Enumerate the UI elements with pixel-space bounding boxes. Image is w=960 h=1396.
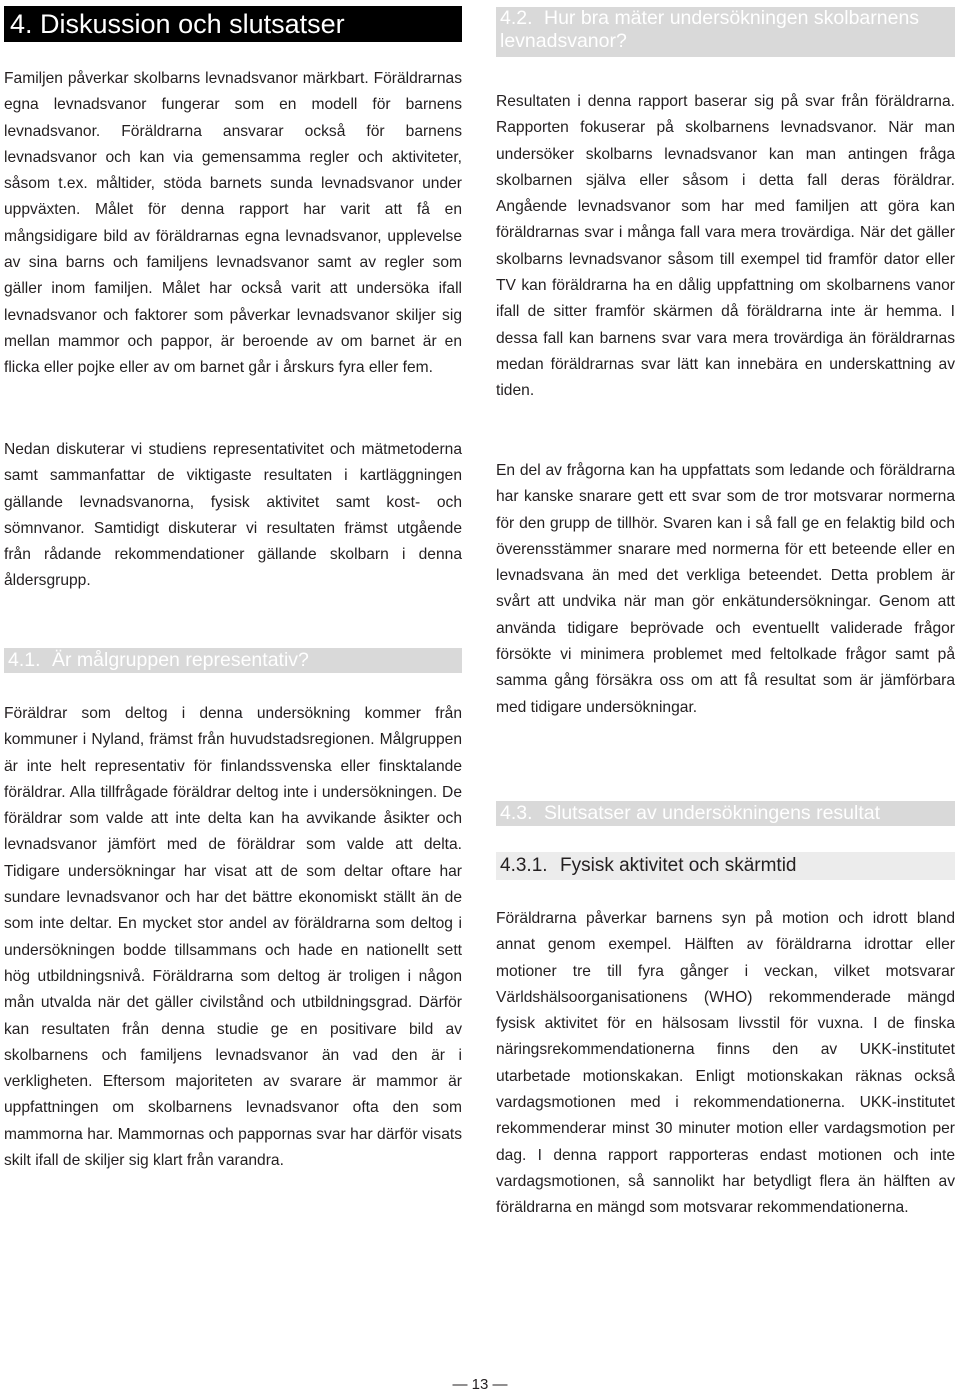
section-number: 4.3. (500, 802, 533, 824)
intro-paragraph-1: Familjen påverkar skolbarns levnadsvanor märkbart. Föräldrarnas egna levnadsvanor fungerar som en modell för barnens levnadsvanor. Föräldrarna ansvarar också för barnens levnadsvanor och kan via gemensamma regler och aktiviteter, såsom t.ex. måltider, stöda barnets sunda levnadsvanor under uppväxten. Målet för denna rapport har varit att få en mångsidigare bild av föräldrarnas egna levnadsvanor, upplevelse av sina barns och familjens levnadsvanor samt av regler som gäller inom familjen. Målet har också varit att undersöka ifall levnadsvanor och faktorer som påverkar levnadsvanor skiljer sig mellan mammor och pappor, är beroende av om barnet är en flicka eller pojke eller av om barnet går i årskurs fyra eller fem. (4, 70, 462, 377)
section-heading-4-3 (496, 801, 955, 826)
chapter-title: 4. Diskussion och slutsatser (4, 6, 462, 42)
section-4-2-paragraph-1: Resultaten i denna rapport baserar sig på svar från föräldrarna. Rapporten fokuserar på skolbarnens levnadsvanor. När man undersöker skolbarns levnadsvanor kan man antingen fråga skolbarnen själva eller såsom i detta fall deras föräldrar. Angående levnadsvanor som har med familjen att göra kan föräldrarnas svar i många fall vara mera trovärdiga. När det gäller skolbarns levnadsvanor såsom till exempel tid framför dator eller TV kan föräldrarna ha en dålig uppfattning om skolbarnens vanor ifall de sitter framför skärmen då föräldrarna inte är hemma. I dessa fall kan barnens svar vara mera trovärdiga än föräldrarnas medan föräldrarnas svar lätt kan innebära en underskattning av tiden. (496, 93, 955, 400)
section-4-1-paragraph: Föräldrar som deltog i denna undersökning kommer från kommuner i Nyland, främst från huvudstadsregionen. Målgruppen är inte helt representativ för finlandssvenska eller finsktalande föräldrar. Alla tillfrågade föräldrar deltog inte i undersökningen. De föräldrar som valde att inte delta kan ha avvikande åsikter och levnadsvanor jämfört med de föräldrar som valde att delta. Tidigare undersökningar har visat att de som deltar oftare har sundare levnadsvanor och har det bättre ekonomiskt ställt än de som inte deltar. En mycket stor andel av föräldrarna som deltog i undersökningen bodde tillsammans och hade en nationellt sett hög utbildningsnivå. Föräldrarna som deltog är troligen i någon mån utvalda när det gäller civilstånd och utbildningsgrad. Därför kan resultaten från denna studie ge en positivare bild av skolbarnens och familjens levnadsvanor än vad den är i verkligheten. Eftersom majoriteten av svarare är mammor är uppfattningen om skolbarnens levnadsvanor ofta den som mammorna har. Mammornas och pappornas svar har därför visats skilt ifall de skiljer sig klart från varandra. (4, 705, 462, 1170)
section-heading-4-3-1 (496, 852, 955, 880)
page-number: — 13 — (452, 1376, 508, 1393)
section-number: 4.3.1. (500, 855, 548, 876)
section-heading-4-2 (496, 7, 955, 57)
section-title: Är målgruppen representativ? (52, 649, 309, 671)
intro-paragraph-2: Nedan diskuterar vi studiens representativitet och mätmetoderna samt sammanfattar de viktigaste resultaten i kartläggningen gällande levnadsvanorna, fysisk aktivitet samt kost- och sömnvanor. Samtidigt diskuterar vi resultaten främst utgående från rådande rekommendationer gällande skolbarn i denna åldersgrupp. (4, 441, 462, 590)
section-number: 4.1. (8, 649, 41, 671)
section-heading-4-1 (4, 648, 462, 673)
section-title: Hur bra mäter undersökningen skolbarnens levnadsvanor? (500, 7, 920, 52)
section-4-3-1-paragraph: Föräldrarna påverkar barnens syn på motion och idrott bland annat genom exempel. Hälften av föräldrarna idrottar eller motioner tre till fyra gånger i veckan, vilket motsvarar Världshälsoorganisationens (WHO) rekommenderade mängd fysisk aktivitet för en hälsosam livsstil för vuxna. I de finska näringsrekommendationerna finns den av UKK-institutet utarbetade motionskakan. Enligt motionskakan räknas också vardagsmotionen med i rekommendationerna. UKK-institutet rekommenderar minst 30 minuter motion eller vardagsmotion per dag. I denna rapport rapporteras endast motionen och inte vardagsmotionen, så sannolikt har betydligt flera än hälften av föräldrarna en mängd som motsvarar rekommendationerna. (496, 910, 955, 1217)
section-4-2-paragraph-2: En del av frågorna kan ha uppfattats som ledande och föräldrarna har kanske snarare gett ett svar som de tror motsvarar normerna för den grupp de tillhör. Svaren kan i så fall ge en felaktig bild och överensstämmer snarare med normerna för ett beteende eller en levnadsvana än med det verkliga beteendet. Detta problem är svårt att undvika när man gör enkätundersökningar. Genom att använda tidigare beprövade och eventuellt validerade frågor försökte vi minimera problemet med feltolkade frågor samt på samma gång försäkra oss om att få resultat som är jämförbara med tidigare undersökningar. (496, 462, 955, 716)
section-title: Fysisk aktivitet och skärmtid (560, 855, 797, 876)
section-number: 4.2. (500, 7, 533, 29)
section-title: Slutsatser av undersökningens resultat (544, 802, 881, 824)
